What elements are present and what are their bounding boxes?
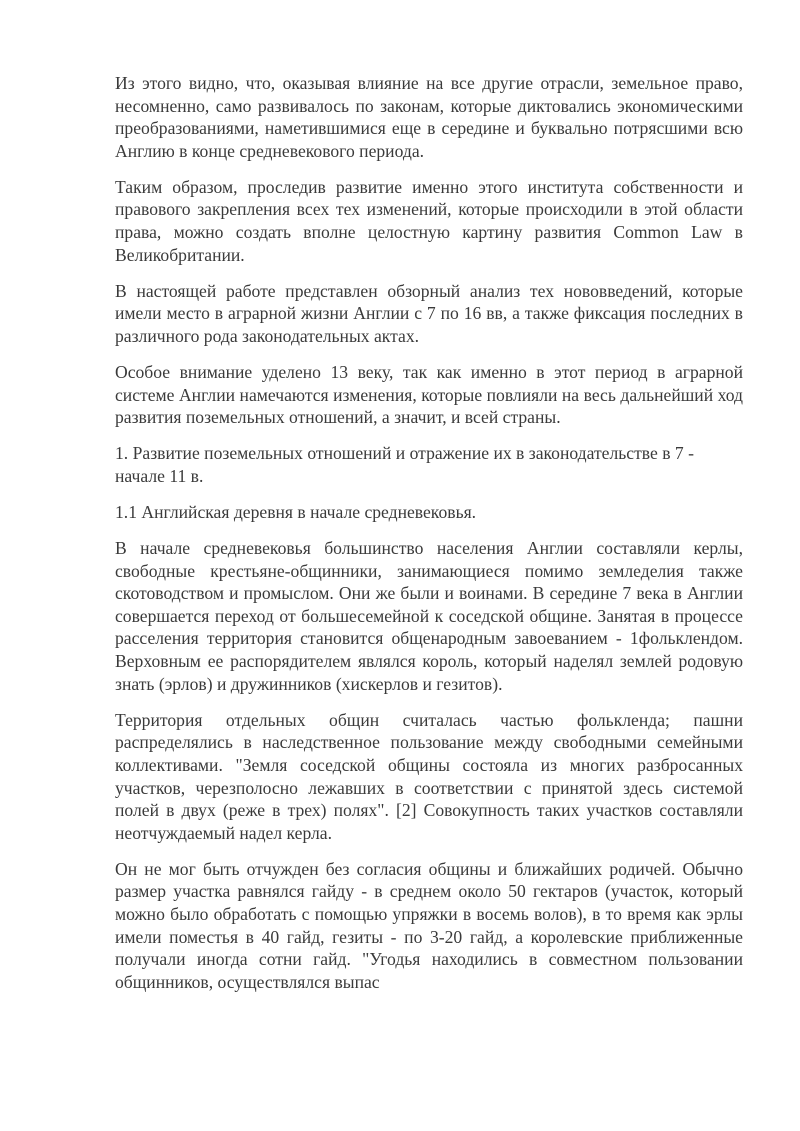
paragraph-folkland: Территория отдельных общин считалась частью фольклендa; пашни распределялись в наследственное пользование между свободными семейными коллективами. "Земля соседской общины состояла из многих разбросанных участков, черезполосно лежавших в соответствии с принятой здесь системой полей в двух (реже в трех) полях". [2] Совокупность таких участков составляли неотчуждаемый надел керла. (115, 709, 743, 843)
paragraph-common-law: Таким образом, проследив развитие именно этого института собственности и правового закрепления всех тех изменений, которые происходили в этой области права, можно создать вполне целостную картину развития Common Law в Великобритании. (115, 176, 743, 265)
paragraph-ceorls: В начале средневековья большинство населения Англии составляли керлы, свободные крестьяне-общинники, занимающиеся помимо земледелия также скотоводством и промыслом. Они же были и воинами. В середине 7 века в Англии совершается переход от большесемейной к соседской общине. Занятая в процессе расселения территория становится общенародным завоеванием - 1фольклендом. Верховным ее распорядителем являлся король, который наделял землей родовую знать (эрлов) и дружинников (хискерлов и гезитов). (115, 538, 743, 694)
section-heading-1: 1. Развитие поземельных отношений и отражение их в законодательстве в 7 - начале 11 в. (115, 443, 694, 486)
paragraph-13th-century: Особое внимание уделено 13 веку, так как именно в этот период в аграрной системе Англии намечаются изменения, которые повлияли на весь дальнейший ход развития поземельных отношений, а значит, и всей страны. (115, 362, 743, 428)
paragraph-overview: В настоящей работе представлен обзорный анализ тех нововведений, которые имели место в аграрной жизни Англии с 7 по 16 вв, а также фиксация последних в различного рода законодательных актах. (115, 280, 743, 346)
paragraph-intro: Из этого видно, что, оказывая влияние на все другие отрасли, земельное право, несомненно, само развивалось по законам, которые диктовались экономическими преобразованиями, наметившимися еще в середине и буквально потрясшими всю Англию в конце средневекового периода. (115, 73, 743, 161)
document-page (115, 72, 743, 1007)
section-heading-1-1: 1.1 Английская деревня в начале средневековья. (115, 502, 477, 522)
paragraph-hide: Он не мог быть отчужден без согласия общины и ближайших родичей. Обычно размер участка равнялся гайду - в среднем около 50 гектаров (участок, который можно было обработать с помощью упряжки в восемь волов), в то время как эрлы имели поместья в 40 гайд, гезиты - по 3-20 гайд, а королевские приближенные получали иногда сотни гайд. "Угодья находились в совместном пользовании общинников, осуществлялся выпас (115, 858, 743, 992)
